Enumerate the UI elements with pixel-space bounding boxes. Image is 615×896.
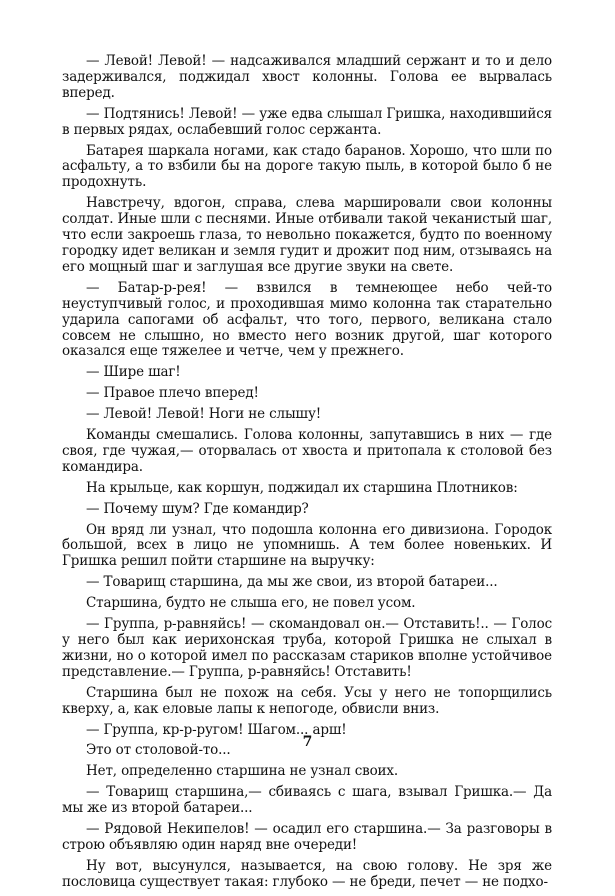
paragraph: — Почему шум? Где командир? (86, 500, 309, 517)
paragraph: — Рядовой Некипелов! — осадил его старшина.— За разговоры в строю объявляю один наряд вне очереди! (62, 821, 552, 853)
paragraph: Старшина был не похож на себя. Усы у него не топорщились кверху, а, как еловые лапы к непогоде, обвисли вниз. (62, 684, 552, 717)
paragraph: — Товарищ старшина,— сбиваясь с шага, взывал Гришка.— Да мы же из второй батареи... (62, 784, 552, 817)
paragraph: — Шире шаг! (86, 364, 181, 381)
paragraph: На крыльце, как коршун, поджидал их старшина Плотников: (86, 479, 518, 496)
paragraph: — Товарищ старшина, да мы же свои, из второй батареи... (86, 574, 498, 591)
paragraph: — Левой! Левой! — надсаживался младший сержант и то и дело задерживался, поджидал хвост колонны. Голова ее вырвалась вперед. (62, 53, 552, 101)
paragraph: Это от столовой-то... (86, 742, 231, 759)
body-text (62, 54, 552, 896)
page-number: 7 (302, 734, 313, 750)
paragraph: Старшина, будто не слыша его, не повел усом. (86, 595, 416, 612)
paragraph: Команды смешались. Голова колонны, запутавшись в них — где своя, где чужая,— оторвалась от хвоста и притопала к столовой без командира. (62, 427, 552, 475)
paragraph: Ну вот, высунулся, называется, на свою голову. Не зря же пословица существует такая: глубоко — не бреди, печет — не подхо- (62, 857, 552, 890)
paragraph: — Правое плечо вперед! (86, 385, 259, 402)
paragraph: — Группа, кр-р-ругом! Шагом... арш! (86, 721, 347, 738)
paragraph: — Левой! Левой! Ноги не слышу! (86, 406, 322, 423)
paragraph: — Группа, р-равняйсь! — скомандовал он.— Отставить!.. — Голос у него был как иерихонская труба, которой Гришка не слыхал в жизни, но о которой имел по рассказам стариков вполне устойчивое представление.— Группа, р-равняйсь! Отставить! (62, 616, 552, 680)
paragraph: Навстречу, вдогон, справа, слева маршировали свои колонны солдат. Иные шли с песнями. Иные отбивали такой чеканистый шаг, что если закроешь глаза, то невольно покажется, будто по военному городку идет великан и земля гудит и дрожит под ним, отзываясь на его мощный шаг и заглушая все другие звуки на свете. (62, 195, 552, 275)
paragraph: — Подтянись! Левой! — уже едва слышал Гришка, находившийся в первых рядах, ослабевший голос сержанта. (62, 105, 552, 138)
paragraph: Нет, определенно старшина не узнал своих. (86, 763, 398, 780)
paragraph: Он вряд ли узнал, что подошла колонна его дивизиона. Городок большой, всех в лицо не упомнишь. А тем более новеньких. И Гришка решил пойти старшине на выручку: (62, 521, 552, 570)
paragraph: — Батар-р-рея! — взвился в темнеющее небо чей-то неуступчивый голос, и проходившая мимо колонна так старательно ударила сапогами об асфальт, что того, первого, великана стало совсем не слышно, но вместо него возник другой, шаг которого оказался еще тяжелее и четче, чем у прежнего. (62, 279, 552, 360)
paragraph: Батарея шаркала ногами, как стадо баранов. Хорошо, что шли по асфальту, а то взбили бы на дороге такую пыль, в которой было б не продохнуть. (62, 142, 552, 191)
